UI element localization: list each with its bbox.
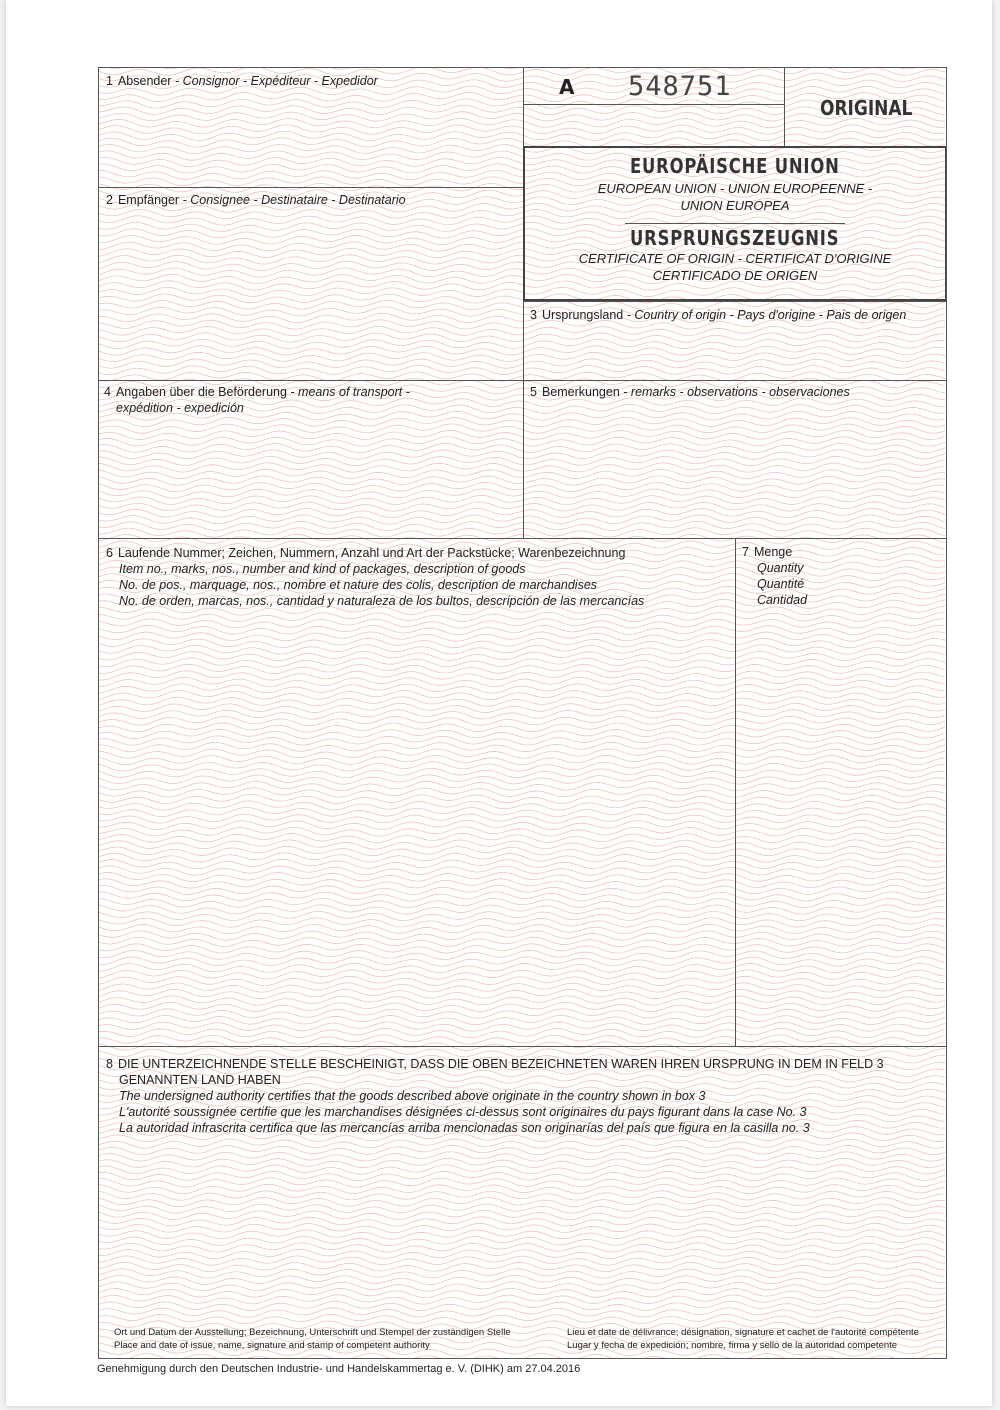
box7-label-fr: Quantité <box>757 577 805 591</box>
box7-label <box>742 544 807 608</box>
box2-consignee-field[interactable] <box>99 212 523 380</box>
box7-number: 7 <box>742 545 749 559</box>
divider-serial-original <box>784 68 785 146</box>
divider-row3-row4 <box>99 538 947 539</box>
box1-label-translations: - Consignor - Expéditeur - Expedidor <box>174 74 378 88</box>
box5-label-de: Bemerkungen <box>541 385 620 399</box>
box8-label <box>106 1056 884 1136</box>
title-heading-eu: EUROPÄISCHE UNION <box>630 154 840 178</box>
box8-label-fr: L'autorité soussignée certifie que les marchandises désignées ci-dessus sont originaires du pays figurant dans la case No. 3 <box>119 1105 807 1119</box>
box4-label <box>104 384 410 416</box>
box1-label <box>106 73 378 89</box>
divider-titlebox-box3 <box>523 301 947 302</box>
footer-right-line1: Lieu et date de délivrance; désignation, signature et cachet de l'autorité compétente <box>567 1327 919 1338</box>
box5-number: 5 <box>530 385 537 399</box>
box2-label-translations: - Consignee - Destinataire - Destinatario <box>182 193 406 207</box>
box6-label-es: No. de orden, marcas, nos., cantidad y naturaleza de los bultos, descripción de las mercancías <box>119 594 645 608</box>
box6-label-en: Item no., marks, nos., number and kind of packages, description of goods <box>119 562 526 576</box>
box6-number: 6 <box>106 546 113 560</box>
box6-label-de: Laufende Nummer; Zeichen, Nummern, Anzahl und Art der Packstücke; Warenbezeichnung <box>117 546 626 560</box>
box1-consignor-field[interactable] <box>99 93 523 187</box>
title-box <box>523 146 947 301</box>
serial-number: 548751 <box>628 71 732 102</box>
box4-label-de: Angaben über die Beförderung <box>115 385 287 399</box>
box7-label-es: Cantidad <box>757 593 808 607</box>
box3-label-translations: - Country of origin - Pays d'origine - Pais de origen <box>626 308 907 322</box>
box8-certification-field[interactable] <box>99 1140 947 1320</box>
box6-label <box>106 545 644 609</box>
box2-label <box>106 192 406 208</box>
box3-label <box>530 307 906 323</box>
title-subtitle-eu-line1: EUROPEAN UNION - UNION EUROPEENNE - <box>597 181 873 196</box>
serial-prefix: A <box>559 75 575 99</box>
box3-country-field[interactable] <box>523 326 947 380</box>
divider-serial-underline <box>523 104 784 105</box>
box8-label-es: La autoridad infrascrita certifica que las mercancías arriba mencionadas son originarías del país que figura en la casilla no. 3 <box>119 1121 810 1135</box>
footer-signature-label-left <box>114 1326 511 1352</box>
box4-label-line2: expédition - expedición <box>116 401 244 415</box>
box5-remarks-field[interactable] <box>523 404 947 538</box>
footer-left-line1: Ort und Datum der Ausstellung; Bezeichnung, Unterschrift und Stempel der zuständigen Stelle <box>114 1327 511 1338</box>
box7-label-en: Quantity <box>757 561 804 575</box>
title-separator <box>625 223 845 224</box>
approval-note: Genehmigung durch den Deutschen Industrie- und Handelskammertag e. V. (DIHK) am 27.04.2016 <box>97 1363 581 1375</box>
box7-label-de: Menge <box>753 545 793 559</box>
box6-goods-field[interactable] <box>99 613 735 1046</box>
box3-label-de: Ursprungsland <box>541 308 624 322</box>
box1-number: 1 <box>106 74 113 88</box>
box3-number: 3 <box>530 308 537 322</box>
box1-label-de: Absender <box>117 74 172 88</box>
footer-left-line2: Place and date of issue, name, signature and stamp of competent authority <box>114 1340 430 1351</box>
footer-signature-label-right <box>567 1326 919 1352</box>
title-heading-certificate: URSPRUNGSZEUGNIS <box>630 226 840 250</box>
box4-label-translations: - means of transport - <box>290 385 410 399</box>
box6-label-fr: No. de pos., marquage, nos., nombre et nature des colis, description de marchandises <box>119 578 598 592</box>
box8-label-de-line1: DIE UNTERZEICHNENDE STELLE BESCHEINIGT, DASS DIE OBEN BEZEICHNETEN WAREN IHREN URSPRUNG IN DEM IN FELD 3 <box>117 1057 884 1071</box>
title-subtitle-eu-line2: UNION EUROPEA <box>680 198 790 213</box>
box8-label-de-line2: GENANNTEN LAND HABEN <box>119 1073 281 1087</box>
footer-right-line2: Lugar y fecha de expedición; nombre, firma y sello de la autoridad competente <box>567 1340 898 1351</box>
box5-label-translations: - remarks - observations - observaciones <box>623 385 850 399</box>
title-subtitle-cert-line2: CERTIFICADO DE ORIGEN <box>652 268 818 283</box>
box2-label-de: Empfänger <box>117 193 180 207</box>
divider-row4-row5 <box>99 1046 947 1047</box>
box2-number: 2 <box>106 193 113 207</box>
original-label: ORIGINAL <box>820 96 913 120</box>
box7-quantity-field[interactable] <box>736 613 947 1046</box>
box4-transport-field[interactable] <box>99 420 523 538</box>
title-subtitle-cert-line1: CERTIFICATE OF ORIGIN - CERTIFICAT D'ORIGINE <box>578 251 892 266</box>
box8-number: 8 <box>106 1057 113 1071</box>
divider-box1-box2 <box>99 187 523 188</box>
box4-number: 4 <box>104 385 111 399</box>
box8-label-en: The undersigned authority certifies that the goods described above originate in the country shown in box 3 <box>119 1089 706 1103</box>
box5-label <box>530 384 850 400</box>
certificate-sheet <box>6 0 992 1406</box>
certificate-form <box>98 67 947 1359</box>
